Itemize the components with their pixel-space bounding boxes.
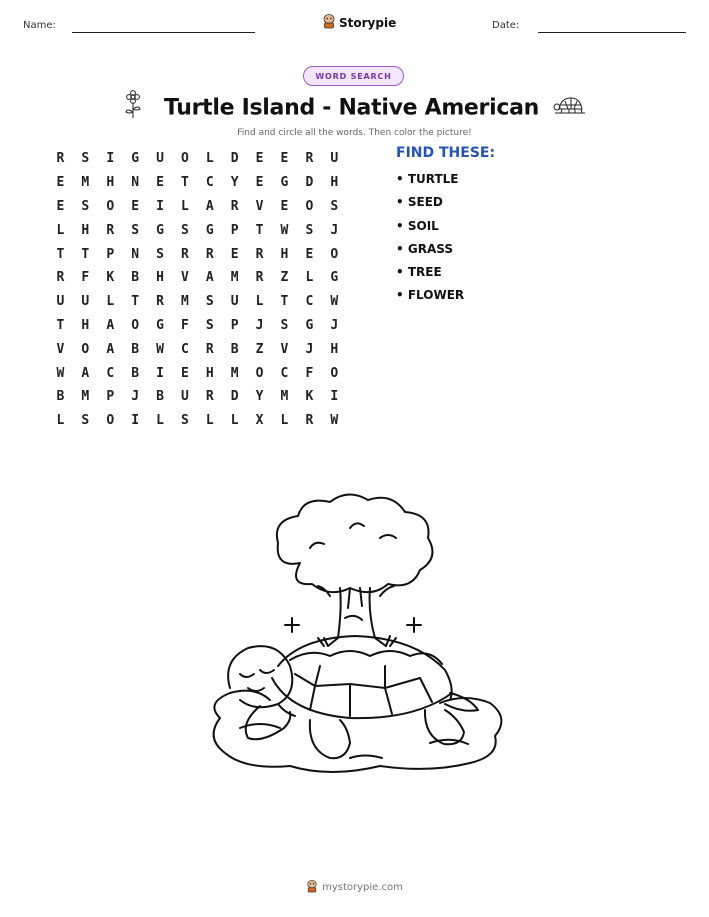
brand-name: Storypie — [339, 16, 397, 30]
turtle-island-illustration — [200, 488, 510, 782]
grid-letter[interactable]: P — [230, 317, 239, 333]
grid-letter[interactable]: H — [156, 270, 164, 286]
grid-letter[interactable]: J — [305, 341, 314, 357]
grid-letter[interactable]: L — [106, 294, 115, 310]
grid-letter[interactable]: B — [230, 341, 239, 357]
grid-letter[interactable]: S — [205, 294, 214, 310]
word-item: • SOIL — [396, 218, 439, 233]
grid-letter[interactable]: R — [56, 270, 65, 286]
grid-letter[interactable]: G — [131, 151, 140, 167]
grid-letter[interactable]: K — [106, 270, 115, 286]
footer-url: mystorypie.com — [322, 882, 403, 893]
grid-letter[interactable]: O — [255, 365, 264, 381]
grid-letter[interactable]: R — [180, 246, 189, 262]
grid-letter[interactable]: Z — [255, 341, 264, 357]
grid-letter[interactable]: B — [131, 341, 140, 357]
grid-letter[interactable]: I — [156, 198, 164, 214]
grid-letter[interactable]: O — [81, 341, 90, 357]
grid-letter[interactable]: L — [230, 413, 239, 429]
grid-letter[interactable]: O — [330, 365, 339, 381]
grid-row — [48, 337, 347, 361]
grid-letter[interactable]: S — [180, 222, 189, 238]
grid-letter[interactable]: L — [156, 413, 164, 429]
grid-row — [48, 242, 347, 266]
storypie-logo-icon — [306, 878, 318, 897]
grid-letter[interactable]: C — [305, 294, 314, 310]
grid-letter[interactable]: S — [280, 317, 289, 333]
word-item: • TURTLE — [396, 172, 459, 186]
grid-letter[interactable]: H — [81, 222, 90, 238]
grid-letter[interactable]: N — [131, 246, 140, 262]
grid-letter[interactable]: W — [330, 413, 339, 429]
grid-letter[interactable]: V — [255, 198, 264, 214]
grid-letter[interactable]: G — [156, 317, 164, 333]
name-line — [72, 32, 255, 33]
grid-letter[interactable]: M — [280, 389, 289, 405]
grid-letter[interactable]: F — [180, 317, 189, 333]
grid-letter[interactable]: U — [81, 294, 90, 310]
name-label: Name: — [23, 20, 56, 31]
grid-row — [48, 314, 347, 338]
grid-letter[interactable]: G — [330, 270, 339, 286]
grid-letter[interactable]: C — [205, 175, 214, 191]
grid-letter[interactable]: D — [230, 389, 239, 405]
grid-letter[interactable]: X — [255, 413, 264, 429]
grid-row — [48, 171, 347, 195]
grid-letter[interactable]: G — [205, 222, 214, 238]
grid-letter[interactable]: U — [230, 294, 239, 310]
grid-letter[interactable]: L — [205, 413, 214, 429]
letter-grid — [48, 147, 347, 433]
grid-letter[interactable]: M — [230, 365, 239, 381]
grid-letter[interactable]: S — [81, 151, 90, 167]
grid-letter[interactable]: A — [205, 198, 214, 214]
grid-letter[interactable]: T — [255, 222, 264, 238]
flower-icon — [122, 90, 144, 126]
grid-letter[interactable]: R — [205, 341, 214, 357]
instructions: Find and circle all the words. Then color the picture! — [237, 128, 472, 138]
grid-letter[interactable]: U — [180, 389, 189, 405]
grid-letter[interactable]: I — [131, 413, 140, 429]
grid-letter[interactable]: D — [230, 151, 239, 167]
grid-letter[interactable]: J — [131, 389, 140, 405]
grid-letter[interactable]: B — [156, 389, 164, 405]
grid-letter[interactable]: B — [131, 270, 140, 286]
grid-letter[interactable]: M — [81, 175, 90, 191]
grid-letter[interactable]: H — [106, 175, 115, 191]
grid-row — [48, 361, 347, 385]
grid-letter[interactable]: J — [330, 317, 339, 333]
grid-letter[interactable]: E — [280, 151, 289, 167]
grid-letter[interactable]: S — [180, 413, 189, 429]
grid-letter[interactable]: T — [280, 294, 289, 310]
grid-letter[interactable]: R — [305, 413, 314, 429]
storypie-logo-icon — [322, 13, 336, 33]
find-heading: FIND THESE: — [396, 145, 496, 161]
grid-letter[interactable]: V — [280, 341, 289, 357]
grid-letter[interactable]: O — [180, 151, 189, 167]
grid-letter[interactable]: H — [330, 175, 339, 191]
grid-letter[interactable]: L — [205, 151, 214, 167]
grid-letter[interactable]: V — [56, 341, 65, 357]
grid-letter[interactable]: G — [156, 222, 164, 238]
grid-letter[interactable]: O — [330, 246, 339, 262]
grid-letter[interactable]: G — [305, 317, 314, 333]
grid-letter[interactable]: U — [56, 294, 65, 310]
grid-letter[interactable]: I — [156, 365, 164, 381]
date-label: Date: — [492, 20, 520, 31]
grid-letter[interactable]: M — [180, 294, 189, 310]
grid-letter[interactable]: W — [330, 294, 339, 310]
grid-letter[interactable]: E — [230, 246, 239, 262]
grid-letter[interactable]: V — [180, 270, 189, 286]
grid-letter[interactable]: R — [56, 151, 65, 167]
grid-letter[interactable]: R — [106, 222, 115, 238]
grid-letter[interactable]: E — [305, 246, 314, 262]
grid-letter[interactable]: P — [106, 389, 115, 405]
grid-letter[interactable]: O — [106, 413, 115, 429]
word-list — [396, 172, 464, 312]
grid-letter[interactable]: H — [330, 341, 339, 357]
grid-letter[interactable]: W — [56, 365, 65, 381]
word-search-badge: WORD SEARCH — [303, 66, 404, 86]
grid-letter[interactable]: J — [255, 317, 264, 333]
grid-letter[interactable]: A — [205, 270, 214, 286]
grid-letter[interactable]: R — [305, 151, 314, 167]
grid-letter[interactable]: E — [56, 175, 65, 191]
grid-letter[interactable]: H — [81, 317, 90, 333]
grid-letter[interactable]: S — [131, 222, 140, 238]
grid-letter[interactable]: R — [255, 270, 264, 286]
grid-letter[interactable]: W — [280, 222, 289, 238]
grid-letter[interactable]: I — [106, 151, 115, 167]
brand — [322, 13, 396, 33]
grid-letter[interactable]: R — [255, 246, 264, 262]
grid-letter[interactable]: S — [156, 246, 164, 262]
turtle-icon — [553, 94, 587, 122]
grid-letter[interactable]: S — [205, 317, 214, 333]
grid-letter[interactable]: O — [106, 198, 115, 214]
grid-letter[interactable]: U — [156, 151, 164, 167]
grid-letter[interactable]: L — [255, 294, 264, 310]
footer — [0, 878, 709, 897]
grid-letter[interactable]: W — [156, 341, 164, 357]
page-title — [0, 90, 709, 126]
grid-letter[interactable]: O — [305, 198, 314, 214]
grid-letter[interactable]: H — [280, 246, 289, 262]
grid-letter[interactable]: C — [280, 365, 289, 381]
grid-letter[interactable]: N — [131, 175, 140, 191]
grid-letter[interactable]: P — [230, 222, 239, 238]
grid-letter[interactable]: I — [330, 389, 339, 405]
grid-letter[interactable]: A — [106, 317, 115, 333]
grid-letter[interactable]: A — [106, 341, 115, 357]
grid-letter[interactable]: S — [305, 222, 314, 238]
word-item: • SEED — [396, 195, 443, 210]
grid-letter[interactable]: D — [305, 175, 314, 191]
grid-letter[interactable]: Z — [280, 270, 289, 286]
grid-letter[interactable]: E — [255, 175, 264, 191]
grid-letter[interactable]: H — [205, 365, 214, 381]
grid-letter[interactable]: E — [280, 198, 289, 214]
grid-letter[interactable]: E — [56, 198, 65, 214]
grid-row — [48, 266, 347, 290]
grid-letter[interactable]: T — [56, 317, 65, 333]
grid-letter[interactable]: O — [131, 317, 140, 333]
grid-row — [48, 290, 347, 314]
word-item: • TREE — [396, 265, 442, 280]
grid-letter[interactable]: T — [81, 246, 90, 262]
grid-row — [48, 385, 347, 409]
grid-letter[interactable]: B — [56, 389, 65, 405]
grid-letter[interactable]: A — [81, 365, 90, 381]
grid-letter[interactable]: C — [180, 341, 189, 357]
grid-letter[interactable]: T — [180, 175, 189, 191]
grid-letter[interactable]: L — [56, 413, 65, 429]
grid-letter[interactable]: K — [305, 389, 314, 405]
grid-letter[interactable]: B — [131, 365, 140, 381]
grid-letter[interactable]: F — [305, 365, 314, 381]
grid-letter[interactable]: E — [255, 151, 264, 167]
grid-letter[interactable]: J — [330, 222, 339, 238]
grid-letter[interactable]: E — [156, 175, 164, 191]
grid-letter[interactable]: R — [156, 294, 164, 310]
grid-letter[interactable]: E — [180, 365, 189, 381]
grid-letter[interactable]: S — [81, 413, 90, 429]
grid-letter[interactable]: T — [56, 246, 65, 262]
grid-row — [48, 195, 347, 219]
grid-letter[interactable]: M — [230, 270, 239, 286]
grid-letter[interactable]: L — [305, 270, 314, 286]
word-item: • FLOWER — [396, 288, 465, 303]
date-line — [538, 32, 686, 33]
grid-letter[interactable]: U — [330, 151, 339, 167]
grid-letter[interactable]: G — [280, 175, 289, 191]
grid-letter[interactable]: L — [56, 222, 65, 238]
grid-letter[interactable]: Y — [230, 175, 239, 191]
grid-letter[interactable]: L — [280, 413, 289, 429]
word-item: • GRASS — [396, 241, 453, 256]
grid-letter[interactable]: E — [131, 198, 140, 214]
grid-letter[interactable]: C — [106, 365, 115, 381]
grid-row — [48, 409, 347, 433]
grid-letter[interactable]: M — [81, 389, 90, 405]
grid-row — [48, 218, 347, 242]
grid-letter[interactable]: Y — [255, 389, 264, 405]
grid-letter[interactable]: R — [205, 246, 214, 262]
grid-letter[interactable]: F — [81, 270, 90, 286]
grid-letter[interactable]: S — [330, 198, 339, 214]
grid-letter[interactable]: L — [180, 198, 189, 214]
title-text: Turtle Island - Native American — [163, 95, 539, 121]
grid-letter[interactable]: P — [106, 246, 115, 262]
grid-row — [48, 147, 347, 171]
grid-letter[interactable]: R — [205, 389, 214, 405]
grid-letter[interactable]: T — [131, 294, 140, 310]
grid-letter[interactable]: S — [81, 198, 90, 214]
grid-letter[interactable]: R — [230, 198, 239, 214]
